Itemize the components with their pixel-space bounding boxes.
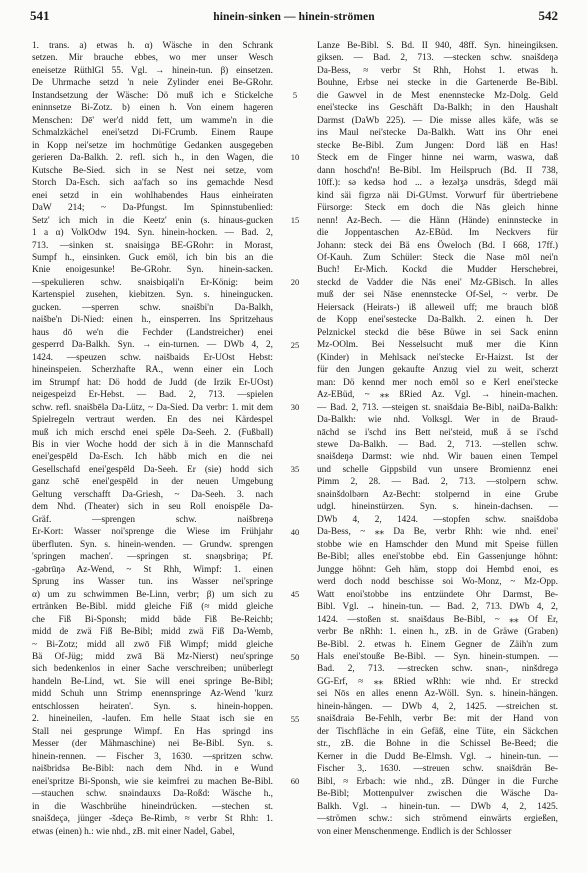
text-line: kind säi figrzə näi Di-GUmst. Vorwurf für übertriebene: [317, 190, 558, 201]
text-line: Of-Kauh. Zum Schüler: Steck die Nase mōl nei'n: [317, 252, 558, 263]
text-line: Bad. 2, 713. —strecken schw. snən-, ninšdregə: [317, 664, 558, 675]
text-line: Balkh. Vgl. → hinein-tun. — DWb 4, 2, 1425.: [317, 801, 558, 812]
text-line: Fischer 3,. 1630. —streuen schw. snəišdrän Be-: [317, 764, 558, 775]
text-line: Bä Of-Jüg; midd zwā Bä Mz-Nierst) neu'springe: [32, 651, 273, 662]
text-line: schw. refl. snəišbēlə Da-Lütz, ~ Da-Sied. Da verbr: 1. mit dem: [32, 402, 273, 413]
text-line: Bibl, ≈ Erbach: wie nhd., zB. Dünger in die Furche: [317, 776, 558, 787]
text-line: sich bedenkenlos in einer Sache verschreiben; unüberlegt: [32, 664, 273, 675]
text-line: Gesellschafd enei'gespēld Da-Seeh. Er (sie) hodd sich: [32, 464, 273, 475]
text-line: Kartenspiel zusehen, kiebitzen. Syn. s. hineingucken.: [32, 290, 273, 301]
text-line: snəinšdolbərn Az-Becht: stolpernd in eine Grube: [317, 489, 558, 500]
line-number: 20: [290, 277, 300, 288]
text-line: Steck em de Finger hinne nei warm, waswa, daß: [317, 153, 558, 164]
text-line: (Kinder) in Mehlsack nei'stecke Er-Haizst. Ist der: [317, 352, 558, 363]
text-line: dem Nhd. (Theater) sich in seu Roll enoispēle Da-: [32, 502, 273, 513]
line-number: 30: [290, 401, 300, 412]
text-line: de Kopp enei'sestecke Da-Balkh. 2. einen h. Der: [317, 315, 558, 326]
text-line: stecke Be-Bibl. Zum Jungen: Dord läß en Has!: [317, 140, 558, 151]
running-title: hinein-sinken — hinein-strömen: [213, 11, 375, 23]
text-line: handeln Be-Lind, wt. Sie will enei springe Be-Bibl;: [32, 676, 273, 687]
text-line: DWb 4, 2, 1424. —stopfen schw. snəišdobə: [317, 514, 558, 525]
text-line: 'springen machen'. —springen st. snəŋsbriŋə; Pf.: [32, 552, 273, 563]
text-line: für den Jungen gekaufte Anzug viel zu weit, scherzt: [317, 365, 558, 376]
text-line: Az-EBüd, ~ ⁎⁎ ßRied Az. Vgl. → hinein-machen.: [317, 390, 558, 401]
text-line: nenn! Az-Bech. — die Hänn (Hände) eninnstecke in: [317, 215, 558, 226]
text-line: verbr Be nRhh: 1. einen h., zB. in de Gräwe (Graben): [317, 627, 558, 638]
text-line: Gräf. —sprengen schw. nəišbreŋə: [32, 514, 273, 525]
text-line: Storch Da-Esch. sich aa'fach so ins gemachde Nesd: [32, 178, 273, 189]
text-line: 1. trans. a) etwas h. α) Wäsche in den Schrank: [32, 41, 273, 51]
page-number-right: 542: [538, 8, 558, 23]
text-line: ins Maul nei'stecke Da-Balkh. Watt ins Ohr enei: [317, 128, 558, 139]
line-number: 15: [290, 214, 300, 225]
text-line: Stall nei gesprunge Wimpf. En Has springd ins: [32, 726, 273, 737]
text-line: Knie enoigesunke! Be-GRohr. Syn. hinein-sacken.: [32, 265, 273, 276]
text-line: ~ Bi-Zotz; midd all zwō Fiß Wimpf; midd gleiche: [32, 639, 273, 650]
text-line: 10ff.): sə kedsə hod ... ə łezəlʒə unsdräs, šdegd mäi: [317, 178, 558, 189]
text-line: udgl. hineinstürzen. Syn. s. hinein-dachsen. —: [317, 502, 558, 513]
line-number: 25: [290, 339, 300, 350]
text-line: snəišdraiə Be-Fehlh, verbr Be: mit der Hand von: [317, 714, 558, 725]
text-line: 1 a α) VolkOdw 194. Syn. hinein-hocken. — Bad. 2,: [32, 228, 273, 239]
text-line: 1424. —stoßen st. snəišdaus Be-Bibl, ~ ⁎⁎ Of Er,: [317, 614, 558, 625]
text-line: Pimm 2, 28. — Bad. 2, 713. —stolpern schw.: [317, 477, 558, 488]
text-line: hinein-hängen. — DWb 4, 2, 1425. —streichen st.: [317, 701, 558, 712]
line-number: 5: [292, 89, 298, 100]
text-line: Be-Bibl; alles enei'stobbe ebd. Ein Gassenjunge höhnt:: [317, 552, 558, 563]
text-line: Sprung ins Wasser tun. ins Wasser nei'springe: [32, 577, 273, 588]
text-line: Watt enoi'stobbe ins entzündete Ohr Darmst, Be-: [317, 589, 558, 600]
text-line: 1424. —speuzen schw. nəišbaids Er-UOst Hebst:: [32, 352, 273, 363]
text-line: —stauchen schw. snəindauxs Da-Roßd: Wäsche h.,: [32, 789, 273, 800]
text-line: Da-Balkh: wie nhd. Volksgl. Wer in de Braud-: [317, 415, 558, 426]
text-line: snəišdeçə, jünger -šdeçə Be-Rimb, ≈ verbr St Rhh: 1.: [32, 814, 273, 825]
left-column: [32, 40, 273, 838]
line-number: 45: [290, 589, 300, 600]
text-line: steckd de Vadder die Nās enei' Mz-GBisch. In alles: [317, 277, 558, 288]
text-line: hinein-rennen. — Fischer 3, 1630. —spritzen schw.: [32, 751, 273, 762]
text-line: Kutsche Be-Sied. sich in se Nest nei setze, vom: [32, 165, 273, 176]
running-header: [30, 8, 558, 24]
text-line: Lanze Be-Bibl. S. Bd. II 940, 48ff. Syn. hineingiksen.: [317, 41, 558, 51]
text-line: von einer Menschenmenge. Endlich is der Schlosser: [317, 826, 512, 837]
text-line: Buch! Er-Mich. Kockd die Mudder Herschebrei,: [317, 265, 558, 276]
text-line: und schelle Gippsbild vun unsere Bromiennz enei: [317, 464, 558, 475]
text-line: muß der sei Nāse enennstecke Of-Sel, ~ verbr. De: [317, 290, 558, 301]
text-line: midd de zwä Fiß Be-Bibl; midd zwä Fiß Da-Wemb,: [32, 627, 273, 638]
text-line: giksen. — Bad. 2, 713. —stecken schw. snəišdeŋə: [317, 53, 558, 64]
text-line: Jungge höhnt: Geh häm, stopp doi Hembd enoi, es: [317, 564, 558, 575]
text-line: Menschen: Dē' wer'd nidd fett, um wamme'n in die: [32, 115, 273, 126]
text-line: eninnsetze Bi-Zotz. b) einen h. Von einem hageren: [32, 103, 273, 114]
page-number-left: 541: [30, 8, 50, 23]
text-line: Messer (der Mähmaschine) nei Be-Bibl. Syn. s.: [32, 739, 273, 750]
text-line: enei'gespēld Da-Esch. Ich häbb mich en die nei: [32, 452, 273, 463]
text-line: enei setzd in ein wohlhabendes Haus einheiraten: [32, 190, 273, 201]
text-line: dann hoschd'n! Be-Bibl. Im Heilspruch (Bd. II 738,: [317, 165, 558, 176]
text-line: gucken. —sperren schw. snəišbi'n Da-Balkh,: [32, 302, 273, 313]
text-line: 713. —sinken st. snəisiŋgə BE-GRohr: in Morast,: [32, 240, 273, 251]
text-line: werd doch nodd beschisse soi Wo-Monz, ~ Mz-Opp.: [317, 577, 558, 588]
text-line: stobbe wie en Hamschder den Mund mit Speise füllen: [317, 539, 558, 550]
text-line: neigespeizd Er-Hebst. — Bad. 2, 713. —spielen: [32, 390, 273, 401]
text-line: enei'stecke ins Geschäft Da-Balkh; in den Haushalt: [317, 103, 558, 114]
text-line: — Bad. 2, 713. —steigen st. snəišdaiə Be-Bibl, nəiDa-Balkh:: [317, 402, 558, 413]
text-line: midd Schuh unn Strimp enennspringe Az-Wend 'kurz: [32, 689, 273, 700]
text-line: enei'spritze Bi-Sponsh, wie sie keimfrei zu machen Be-Bibl.: [32, 776, 273, 787]
text-line: Darmst (DaWb 225). — Die misse alles käfe, wās se: [317, 115, 558, 126]
text-line: De Uhrmache setzd 'n neie Zylinder enei Be-GRohr.: [32, 78, 273, 89]
text-line: Bouhne, Erbse nei stecke in die Gartenerde Be-Bibl.: [317, 78, 558, 89]
text-line: gesperrd Da-Balkh. Syn. → ein-turnen. — DWb 4, 2,: [32, 340, 273, 351]
right-column: [317, 40, 558, 838]
text-line: nəišbridsə Be-Bibl: nach dem Nhd. in e Wund: [32, 764, 273, 775]
line-number: 35: [290, 464, 300, 475]
text-line: nāchd se i'schd ins Bett nei'steid, muß ä se i'schd: [317, 427, 558, 438]
text-line: Sumpf h., einsinken. Guck emöl, ich bin bis an die: [32, 252, 273, 263]
text-line: Be-Bibl. 2. etwas h. Einem Gegner de Zäih'n zum: [317, 639, 558, 650]
text-line: Be-Bibl; Mottenpulver zwischen die Wäsche Da-: [317, 789, 558, 800]
text-line: Setz' ich mich in die Keetz' enin (s. hinaus-gucken: [32, 215, 273, 226]
text-line: in die Waschbrühe hineindrücken. —stechen st.: [32, 801, 273, 812]
text-line: Bibl. Vgl. → hinein-tun. — Bad. 2, 713. DWb 4, 2,: [317, 602, 558, 613]
text-line: in Kopp nei'setze im hochmütige Gedanken ausgegeben: [32, 140, 273, 151]
text-line: etwas (einen) h.: wie nhd., zB. mit einer Nadel, Gabel,: [32, 826, 235, 837]
text-line: DaW 214; ~ Da-Pfungst. Im Spinnstubenlied:: [32, 203, 273, 214]
text-line: Da-Bess, ~ ⁎⁎ Da Be, verbr Rhh: wie nhd. enei': [317, 527, 558, 538]
text-line: im Strumpf hat: Dö hodd de Judd (de Irzik Er-UOst): [32, 377, 273, 388]
line-number: 55: [290, 713, 300, 724]
text-line: Er-Kort: Wasser noi'sprenge die Wiese im Frühjahr: [32, 527, 273, 538]
text-line: muß ich mich erschd enei spēle Da-Seeh. 2. (Fußball): [32, 427, 273, 438]
text-line: snəišdeŋə Darmst: wie nhd. Wir bauen einen Tempel: [317, 452, 558, 463]
text-line: der Tischfläche in ein Gefäß, eine Tüte, ein Säckchen: [317, 726, 558, 737]
text-line: die Gawvel in de Mest enennstecke Mz-Dolg. Geld: [317, 90, 558, 101]
text-line: gerieren Da-Balkh. 2. refl. sich h., in den Wagen, die: [32, 153, 273, 164]
text-line: sei Nōs en alles enenn Az-Wöll. Syn. s. hinein-hängen.: [317, 689, 558, 700]
text-line: Fürsorge: Steck em doch die Nās gleich hinne: [317, 203, 558, 214]
text-line: Schmalzkächel enei'setzd Di-FCrumb. Einem Raupe: [32, 128, 273, 139]
text-line: nəišbe'n Di-Nied: einen h., einsperren. Ins Spritzehaus: [32, 315, 273, 326]
text-line: Bis in vier Woche hodd der sich ä in die Mannschafd: [32, 440, 273, 450]
text-line: -gəbrūŋə Az-Wend, ~ St Rhh, Wimpf: 1. einen: [32, 564, 273, 575]
text-line: Da-Bess, ≈ verbr St Rhh, Hohst 1. etwas h.: [317, 65, 558, 76]
text-line: Heiersack (Heirats-) iß alleweil uff; me brauch blōß: [317, 302, 558, 313]
text-line: überfluten. Syn. s. hinein-wenden. — Grundw. sprengen: [32, 539, 273, 550]
text-line: GG-Erf, ≈ ⁎⁎ ßRied wRhh: wie nhd. Er streckd: [317, 676, 558, 687]
text-line: Pelznickel steckd die bēse Büwe in sei Sack eninn: [317, 327, 558, 338]
line-number: 60: [290, 776, 300, 787]
text-line: str., zB. die Bohne in die Schissel Be-Beed; die: [317, 739, 558, 750]
text-line: eneisetze RüthlGl 55. Vgl. → hinein-tun. β) einsetzen.: [32, 65, 273, 76]
text-line: die Joppentaschen Az-EBüd. Im Neckvers für: [317, 228, 558, 239]
line-number: 50: [290, 651, 300, 662]
text-line: —spekulieren schw. snəisbiqəli'n Er-König: beim: [32, 277, 273, 288]
text-line: Hals enei'stouße Be-Bibl. — Syn. hinein-stumpen. —: [317, 651, 558, 662]
text-line: ganz schē enei'gespēld in der neuen Umgebung: [32, 477, 273, 488]
text-line: man: Dö kennd mer noch emōl so e Kerl enei'stecke: [317, 377, 558, 388]
text-line: Instandsetzung der Wäsche: Dö muß ich e Stickelche: [32, 90, 273, 101]
text-line: Johann: steck dei Bä ens Öweloch (Bd. I 668, 17ff.): [317, 240, 558, 251]
text-line: setzen. Mir brauche ebbes, wo mer unser Wesch: [32, 53, 273, 64]
text-line: —strömen schw.: sich strömend einwärts ergießen,: [317, 814, 558, 825]
text-line: α) um zu schwimmen Be-Linn, verbr; β) um sich zu: [32, 589, 273, 600]
line-number: 40: [290, 526, 300, 537]
text-line: Spielregeln vertraut werden. En des nei Kärdespel: [32, 415, 273, 426]
text-line: entschlossen heiraten'. Syn. s. hinein-hoppen.: [32, 701, 273, 712]
text-line: hineinspeien. Scherzhafte RA., wenn einer ein Loch: [32, 365, 273, 376]
line-number: 10: [290, 152, 300, 163]
text-line: 2. hineineilen, -laufen. Em helle Staat isch sie en: [32, 714, 273, 725]
text-line: Mz-OOlm. Bei Nesselsucht muß mer die Kinn: [317, 340, 558, 351]
text-line: Kerner in die Dudd Be-Elmsh. Vgl. → hinein-tun. —: [317, 751, 558, 762]
text-line: che Fiß Bi-Sponsh; midd bäde Fiß Be-Reichb;: [32, 614, 273, 625]
text-line: ertränken Be-Bibl. midd gleiche Fiß (≈ midd gleiche: [32, 602, 273, 613]
text-line: Geltung verschafft Da-Griesh, ~ Da-Seeh. 3. nach: [32, 489, 273, 500]
text-line: stewe Da-Balkh. — Bad. 2, 713. —stellen schw.: [317, 440, 558, 450]
text-line: haus dō we'n die Fechder (Landstreicher) enei: [32, 327, 273, 338]
